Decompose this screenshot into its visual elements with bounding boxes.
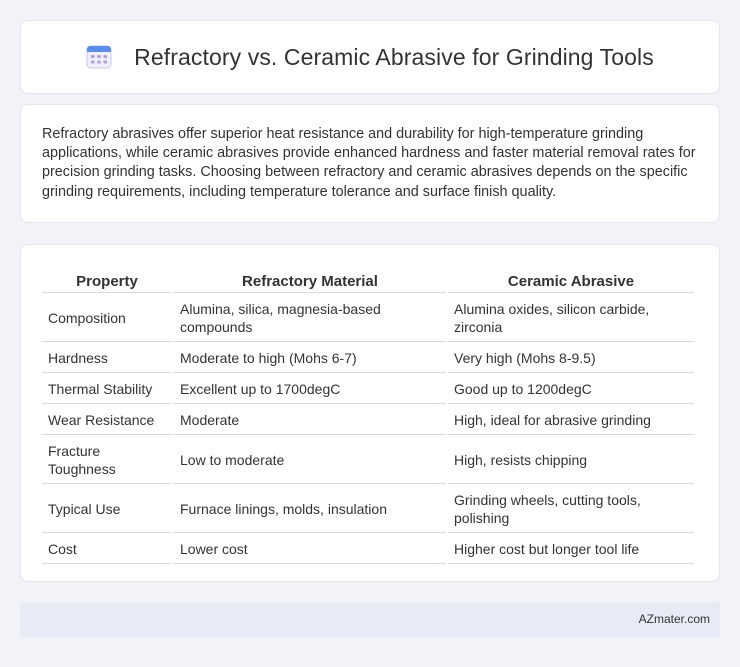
ceramic-cell: Alumina oxides, silicon carbide, zirconia — [448, 295, 694, 342]
property-cell: Wear Resistance — [42, 406, 172, 435]
table-row — [42, 486, 694, 533]
title-card — [20, 20, 720, 94]
refractory-cell: Moderate — [174, 406, 446, 435]
table-header-row — [42, 268, 694, 293]
ceramic-cell: Higher cost but longer tool life — [448, 535, 694, 564]
column-header-ceramic: Ceramic Abrasive — [448, 268, 694, 293]
property-cell: Typical Use — [42, 486, 172, 533]
ceramic-cell: Very high (Mohs 8-9.5) — [448, 344, 694, 373]
footer-bar — [20, 602, 720, 637]
ceramic-cell: Good up to 1200degC — [448, 375, 694, 404]
refractory-cell: Excellent up to 1700degC — [174, 375, 446, 404]
property-cell: Composition — [42, 295, 172, 342]
table-row — [42, 437, 694, 484]
property-cell: Fracture Toughness — [42, 437, 172, 484]
table-row — [42, 375, 694, 404]
page-title: Refractory vs. Ceramic Abrasive for Grinding Tools — [134, 43, 654, 70]
refractory-cell: Alumina, silica, magnesia-based compounds — [174, 295, 446, 342]
table-row — [42, 406, 694, 435]
calendar-icon — [86, 44, 112, 70]
refractory-cell: Low to moderate — [174, 437, 446, 484]
ceramic-cell: High, ideal for abrasive grinding — [448, 406, 694, 435]
column-header-refractory: Refractory Material — [174, 268, 446, 293]
intro-card — [20, 104, 720, 223]
table-row — [42, 535, 694, 564]
ceramic-cell: High, resists chipping — [448, 437, 694, 484]
ceramic-cell: Grinding wheels, cutting tools, polishing — [448, 486, 694, 533]
column-header-property: Property — [42, 268, 172, 293]
comparison-table — [40, 266, 696, 566]
refractory-cell: Moderate to high (Mohs 6-7) — [174, 344, 446, 373]
table-row — [42, 344, 694, 373]
property-cell: Thermal Stability — [42, 375, 172, 404]
refractory-cell: Lower cost — [174, 535, 446, 564]
property-cell: Cost — [42, 535, 172, 564]
intro-paragraph: Refractory abrasives offer superior heat resistance and durability for high-temperature grinding applications, while ceramic abrasives provide enhanced hardness and faster material removal rates for precision grinding tasks. Choosing between refractory and ceramic abrasives depends on the specific grinding requirements, including temperature tolerance and surface finish quality. — [42, 126, 696, 200]
refractory-cell: Furnace linings, molds, insulation — [174, 486, 446, 533]
footer-site-name: AZmater.com — [638, 612, 710, 626]
comparison-table-card — [20, 244, 720, 582]
table-row — [42, 295, 694, 342]
property-cell: Hardness — [42, 344, 172, 373]
